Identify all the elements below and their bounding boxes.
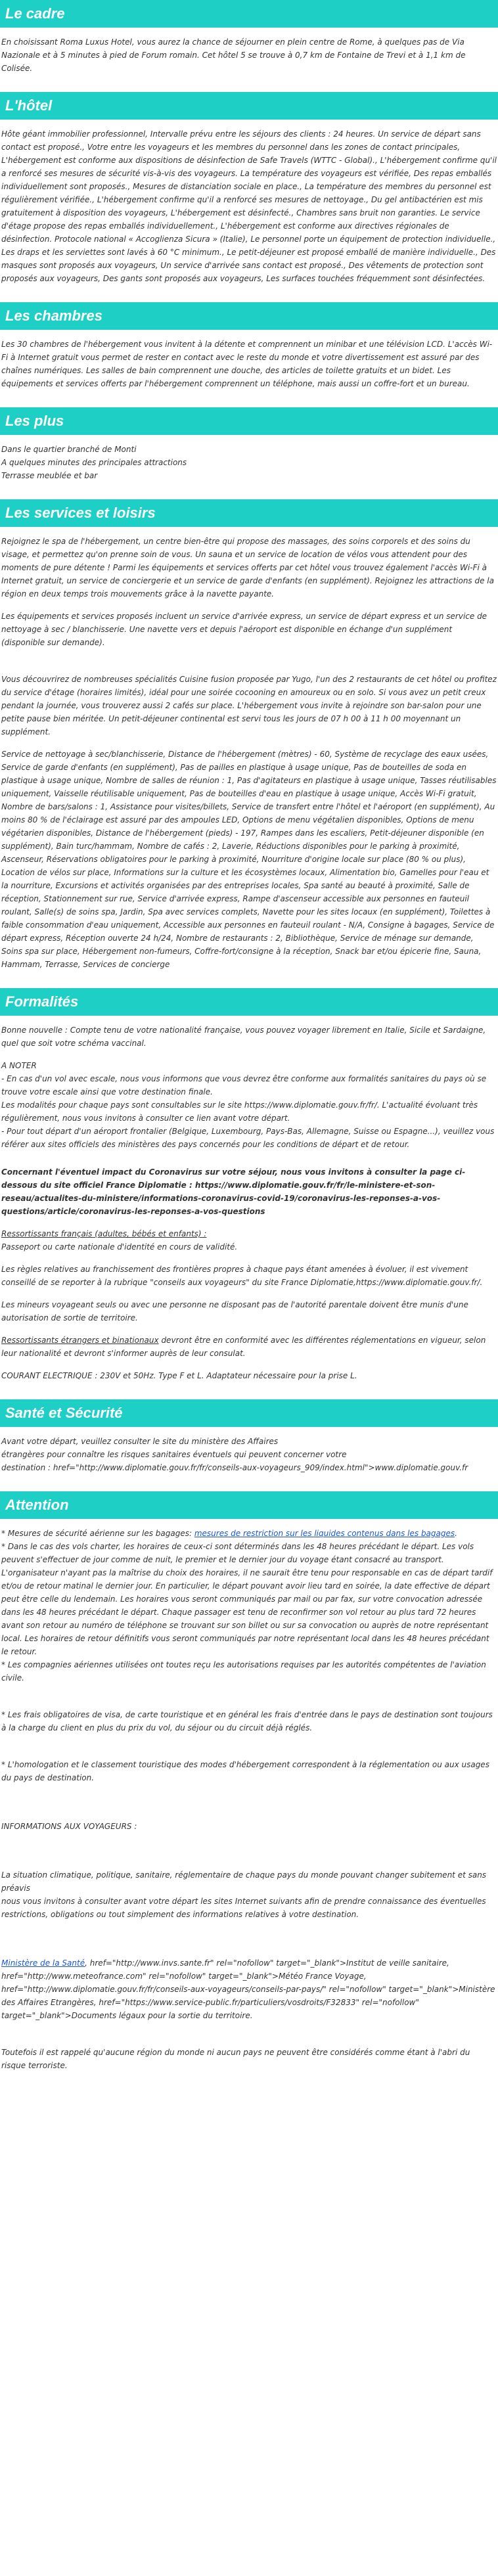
spacer — [1, 1694, 497, 1708]
note-line: - Pour tout départ d'un aéroport frontalier (Belgique, Luxembourg, Pays-Bas, Allemagne, Suisse ou Espagne...), veuillez vous référer aux sites officiels des ministères des pays concernés pour les conditions de départ et de retour. — [1, 1127, 495, 1149]
cadre-text: En choisissant Roma Luxus Hotel, vous aurez la chance de séjourner en plein centre de Rome, à quelques pas de Via Nazionale et à 5 minutes à pied de Forum romain. Cet hôtel 5 se trouve à 0,7 km de Fontaine de Trevi et à 1,1 km de Colisée. — [1, 37, 466, 73]
plus-item: A quelques minutes des principales attractions — [1, 458, 187, 467]
section-body-formalites — [0, 1016, 498, 1399]
attention-paragraph: * Dans le cas des vols charter, les horaires de ceux-ci sont déterminés dans les 48 heures précédant le départ. Les vols peuvent s'effectuer de jour comme de nuit, le premier et le dernier jour du voyage étant consacré au transport. L'organisateur n'ayant pas la maîtrise du choix des horaires, il ne saurait être tenu pour responsable en cas de départ tardif et/ou de retour matinal le dernier jour. En particulier, le départ pouvant avoir lieu tard en soirée, la date effective de départ peut être celle du lendemain. Les horaires vous seront communiqués par mail ou par fax, sur votre convocation adressée dans les 48 heures précédant le départ. Chaque passager est tenu de reconfirmer son vol retour au plus tard 72 heures avant son retour au numéro de téléphone se trouvant sur son billet ou sur sa convocation ou auprès de notre représentant local. Les horaires de retour définitifs vous seront communiqués par notre représentant local dans les 48 heures précédant le retour. — [1, 1542, 493, 1656]
services-paragraph: Rejoignez le spa de l'hébergement, un centre bien-être qui propose des massages, des soins corporels et des soins du visage, et permettez qu'on prenne soin de vous. Un sauna et un service de location de vélos vous attendent pour des moments de pure détente ! Parmi les équipements et services offerts par cet hôtel vous trouvez également l'accès Wi-Fi à Internet gratuit, un service de conciergerie et un service de garde d'enfants (en supplément). Rejoignez les attractions de la région en deux temps trois mouvements grâce à la navette payante. — [1, 537, 494, 599]
travelers-info-heading: INFORMATIONS AUX VOYAGEURS : — [1, 1822, 137, 1831]
note-line: - En cas d'un vol avec escale, nous vous informons que vous devrez être conforme aux formalités sanitaires du pays où se trouve votre escale ainsi que votre destination finale. — [1, 1074, 487, 1096]
plus-item: Dans le quartier branché de Monti — [1, 445, 137, 454]
attention-paragraph: * Les compagnies aériennes utilisées ont toutes reçu les autorisations requises par les autorités compétentes de l'aviation civile. — [1, 1660, 486, 1683]
attention-paragraph: * L'homologation et le classement touristique des modes d'hébergement correspondent à la réglementation ou aux usages du pays de destination. — [1, 1760, 489, 1782]
services-paragraph: Service de nettoyage à sec/blanchisserie, Distance de l'hébergement (mètres) - 60, Système de recyclage des eaux usées, Service de garde d'enfants (en supplément), Pas de pailles en plastique à usage unique, Pas de bouteilles de soda en plastique à usage unique, Nombre de salles de réunion : 1, Pas d'agitateurs en plastique à usage unique, Tasses réutilisables uniquement, Vaisselle réutilisable uniquement, Pas de bouteilles d'eau en plastique à usage unique, Accès Wi-Fi gratuit, Nombre de bars/salons : 1, Assistance pour visites/billets, Service de transfert entre l'hôtel et l'aéroport (en supplément), Au moins 80 % de l'éclairage est assuré par des ampoules LED, Options de menu végétalien disponibles, Options de menu végétarien disponibles, Distance de l'hébergement (pieds) - 197, Rampes dans les escaliers, Petit-déjeuner disponible (en supplément), Bain turc/hammam, Nombre de cafés : 2, Laverie, Réductions disponibles pour le parking à proximité, Ascenseur, Réservations obligatoires pour le parking à proximité, Nourriture d'origine locale sur place (80 % ou plus), Location de vélos sur place, Informations sur la culture et les écosystèmes locaux, Alimentation bio, Gamelles pour l'eau et la nourriture, Excursions et activités organisées par des entreprises locales, Spa santé au beauté à proximité, Salle de réception, Stationnement sur rue, Service d'arrivée express, Rampe d'ascenseur accessible aux personnes en fauteuil roulant, Salle(s) de soins spa, Jardin, Spa avec services complets, Navette pour les sites locaux (en supplément), Toilettes à faible consommation d'eau uniquement, Accessible aux personnes en fauteuil roulant - N/A, Consigne à bagages, Service de départ express, Réception ouverte 24 h/24, Nombre de restaurants : 2, Bibliothèque, Service de ménage sur demande, Soins spa sur place, Hébergement non-fumeurs, Coffre-fort/consigne à la réception, Snack bar et/ou épicerie fine, Sauna, Hammam, Terrasse, Services de concierge — [1, 750, 497, 969]
section-sante — [0, 1399, 498, 1491]
spacer — [1, 2031, 497, 2046]
spacer — [1, 1744, 497, 1758]
note-line: Les modalités pour chaque pays sont consultables sur le site https://www.diplomatie.gouv.fr/fr/. L'actualité évoluant très régulièrement, nous vous invitons à consulter ce lien avant votre départ. — [1, 1100, 478, 1123]
chambres-text: Les 30 chambres de l'hébergement vous invitent à la détente et comprennent un minibar et une télévision LCD. L'accès Wi-Fi à Internet gratuit vous permet de rester en contact avec le reste du monde et votre divertissement est assuré par des chaînes numériques. Les salles de bain comprennent une douche, des articles de toilette gratuits et un bidet. Les équipements et services offerts par l'hébergement comprennent un téléphone, mais aussi un coffre-fort et un bureau. — [1, 340, 493, 388]
formalites-intro: Bonne nouvelle : Compte tenu de votre nationalité française, vous pouvez voyager librement en Italie, Sicile et Sardaigne, quel que soit votre schéma vaccinal. — [1, 1026, 486, 1048]
hotel-text: Hôte géant immobilier professionnel, Intervalle prévu entre les séjours des clients : 24 heures. Un service de départ sans contact est proposé., Votre entre les voyageurs et les membres du personnel dans les zones de contact principales, L'hébergement est conforme aux dispositions de désinfection de Safe Travels (WTTC - Global)., L'hébergement confirme qu'il a renforcé ses mesures de sécurité vis-à-vis des voyageurs. La température des voyageurs est vérifiée, Des repas emballés individuellement sont proposés., Mesures de distanciation sociale en place., La température des membres du personnel est régulièrement vérifiée., L'hébergement confirme qu'il a renforcé ses mesures de nettoyage., Du gel antibactérien est mis gratuitement à disposition des voyageurs, L'hébergement est désinfecté., Chambres sans bruit non garanties. Le service d'étage propose des repas emballés individuellement., L'hébergement est conforme aux directives régionales de désinfection. Protocole national « Accoglienza Sicura » (Italie), Le personnel porte un équipement de protection individuelle., Les draps et les serviettes sont lavés à 60 °C minimum., Le petit-déjeuner est proposé emballé de manière individuelle., Des masques sont proposés aux voyageurs, Un service d'arrivée sans contact est proposé., Des vêtements de protection sont proposés aux voyageurs, Des gants sont proposés aux voyageurs, Les surfaces touchées fréquemment sont désinfectées. — [1, 129, 497, 283]
section-title-chambres: Les chambres — [0, 302, 498, 330]
sante-line: étrangères pour connaître les risques sanitaires éventuels qui peuvent concerner votre — [1, 1450, 347, 1459]
spacer — [1, 1930, 497, 1956]
section-body-plus — [0, 435, 498, 499]
french-nationals-text: Passeport ou carte nationale d'identité en cours de validité. — [1, 1242, 238, 1252]
spacer — [1, 658, 497, 673]
spacer — [1, 1842, 497, 1868]
sante-line: destination : href="http://www.diplomatie.gouv.fr/fr/conseils-aux-voyageurs_909/index.html">www.diplomatie.gouv.fr — [1, 1463, 468, 1472]
liquids-restriction-link[interactable]: mesures de restriction sur les liquides contenus dans les bagages — [194, 1529, 455, 1538]
attention-lead-end: . — [455, 1529, 457, 1538]
section-attention — [0, 1491, 498, 2089]
section-formalites — [0, 988, 498, 1399]
section-title-formalites: Formalités — [0, 988, 498, 1016]
section-body-chambres — [0, 330, 498, 407]
section-title-hotel: L'hôtel — [0, 92, 498, 120]
section-services — [0, 499, 498, 988]
sante-line: Avant votre départ, veuillez consulter le site du ministère des Affaires — [1, 1437, 279, 1446]
border-rules-text: Les règles relatives au franchissement des frontières propres à chaque pays étant amenées à évoluer, il est vivement conseillé de se reporter à la rubrique "conseils aux voyageurs" du site France Diplomatie,https://www.diplomatie.gouv.fr/. — [1, 1265, 483, 1287]
electric-current-text: COURANT ELECTRIQUE : 230V et 50Hz. Type F et L. Adaptateur nécessaire pour la prise L. — [1, 1371, 357, 1380]
section-body-attention — [0, 1519, 498, 2089]
useful-links-text: , href="http://www.invs.sante.fr" rel="nofollow" target="_blank">Institut de veille sanitaire, href="http://www.meteofrance.com" rel="nofollow" target="_blank">Météo France Voyage, href="http://www.diplomatie.gouv.fr/fr/conseils-aux-voyageurs/conseils-par-pays/" rel="nofollow" target="_blank">Ministère des Affaires Etrangères, href="https://www.service-public.fr/particuliers/vosdroits/F32833" rel="nofollow" target="_blank">Documents légaux pour la sortie du territoire. — [1, 1958, 495, 2020]
attention-paragraph: * Les frais obligatoires de visa, de carte touristique et en général les frais d'entrée dans le pays de destination sont toujours à la charge du client en plus du prix du vol, du séjour ou du circuit déjà réglés. — [1, 1710, 493, 1732]
travelers-info-line: nous vous invitons à consulter avant votre départ les sites Internet suivants afin de prendre connaissance des éventuelles restrictions, obligations ou tout simplement des informations relatives à votre destination. — [1, 1897, 486, 1919]
spacer — [1, 1794, 497, 1820]
section-plus — [0, 407, 498, 499]
terrorism-notice: Toutefois il est rappelé qu'aucune région du monde ni aucun pays ne peuvent être considérés comme étant à l'abri du risque terroriste. — [1, 2048, 470, 2070]
section-title-plus: Les plus — [0, 407, 498, 435]
section-body-sante — [0, 1427, 498, 1491]
section-body-hotel — [0, 120, 498, 302]
travelers-info-line: La situation climatique, politique, sanitaire, réglementaire de chaque pays du monde pouvant changer subitement et sans préavis — [1, 1870, 487, 1893]
services-paragraph: Les équipements et services proposés incluent un service d'arrivée express, un service de départ express et un service de nettoyage à sec / blanchisserie. Une navette vers et depuis l'aéroport est disponible en échange d'un supplément (disponible sur demande). — [1, 612, 487, 647]
section-title-services: Les services et loisirs — [0, 499, 498, 527]
attention-lead: * Mesures de sécurité aérienne sur les bagages: — [1, 1529, 194, 1538]
useful-links — [1, 1956, 497, 2022]
foreign-nationals-text: devront être en conformité avec les différentes réglementations en vigueur, selon leur nationalité et devront s'informer auprès de leur consulat. — [1, 1336, 486, 1358]
section-chambres — [0, 302, 498, 407]
section-title-cadre: Le cadre — [0, 0, 498, 28]
health-ministry-link[interactable]: Ministère de la Santé — [1, 1958, 85, 1968]
foreign-nationals — [1, 1334, 497, 1360]
section-body-cadre — [0, 28, 498, 92]
french-nationals-heading: Ressortissants français (adultes, bébés et enfants) : — [1, 1229, 207, 1238]
plus-item: Terrasse meublée et bar — [1, 471, 98, 480]
spacer — [1, 1151, 497, 1165]
note-heading: A NOTER — [1, 1061, 37, 1070]
minors-text: Les mineurs voyageant seuls ou avec une personne ne disposant pas de l'autorité parentale doivent être munis d'une autorisation de sortie de territoire. — [1, 1300, 468, 1322]
foreign-nationals-heading: Ressortissants étrangers et binationaux — [1, 1336, 159, 1345]
section-title-attention: Attention — [0, 1491, 498, 1519]
section-hotel — [0, 92, 498, 302]
services-paragraph: Vous découvrirez de nombreuses spécialités Cuisine fusion proposée par Yugo, l'un des 2 restaurants de cet hôtel ou profitez du service d'étage (horaires limités), idéal pour une soirée cocooning en amoureux ou en solo. Si vous avez un petit creux pendant la journée, vous trouverez aussi 2 cafés sur place. L'hébergement vous invite à rejoindre son bar-salon pour une petite pause bien méritée. Un petit-déjeuner continental est servi tous les jours de 07 h 00 à 11 h 00 moyennant un supplément. — [1, 675, 497, 736]
covid-notice: Concernant l'éventuel impact du Coronavirus sur votre séjour, nous vous invitons à consulter la page ci-dessous du site officiel France Diplomatie : https://www.diplomatie.gouv.fr/fr/le-ministere-et-son-reseau/actualites-du-ministere/informations-coronavirus-covid-19/coronavirus-les-reponses-a-vos-questions/article/coronavirus-les-reponses-a-vos-questions — [1, 1167, 466, 1216]
section-body-services — [0, 527, 498, 988]
section-title-sante: Santé et Sécurité — [0, 1399, 498, 1427]
section-cadre — [0, 0, 498, 92]
